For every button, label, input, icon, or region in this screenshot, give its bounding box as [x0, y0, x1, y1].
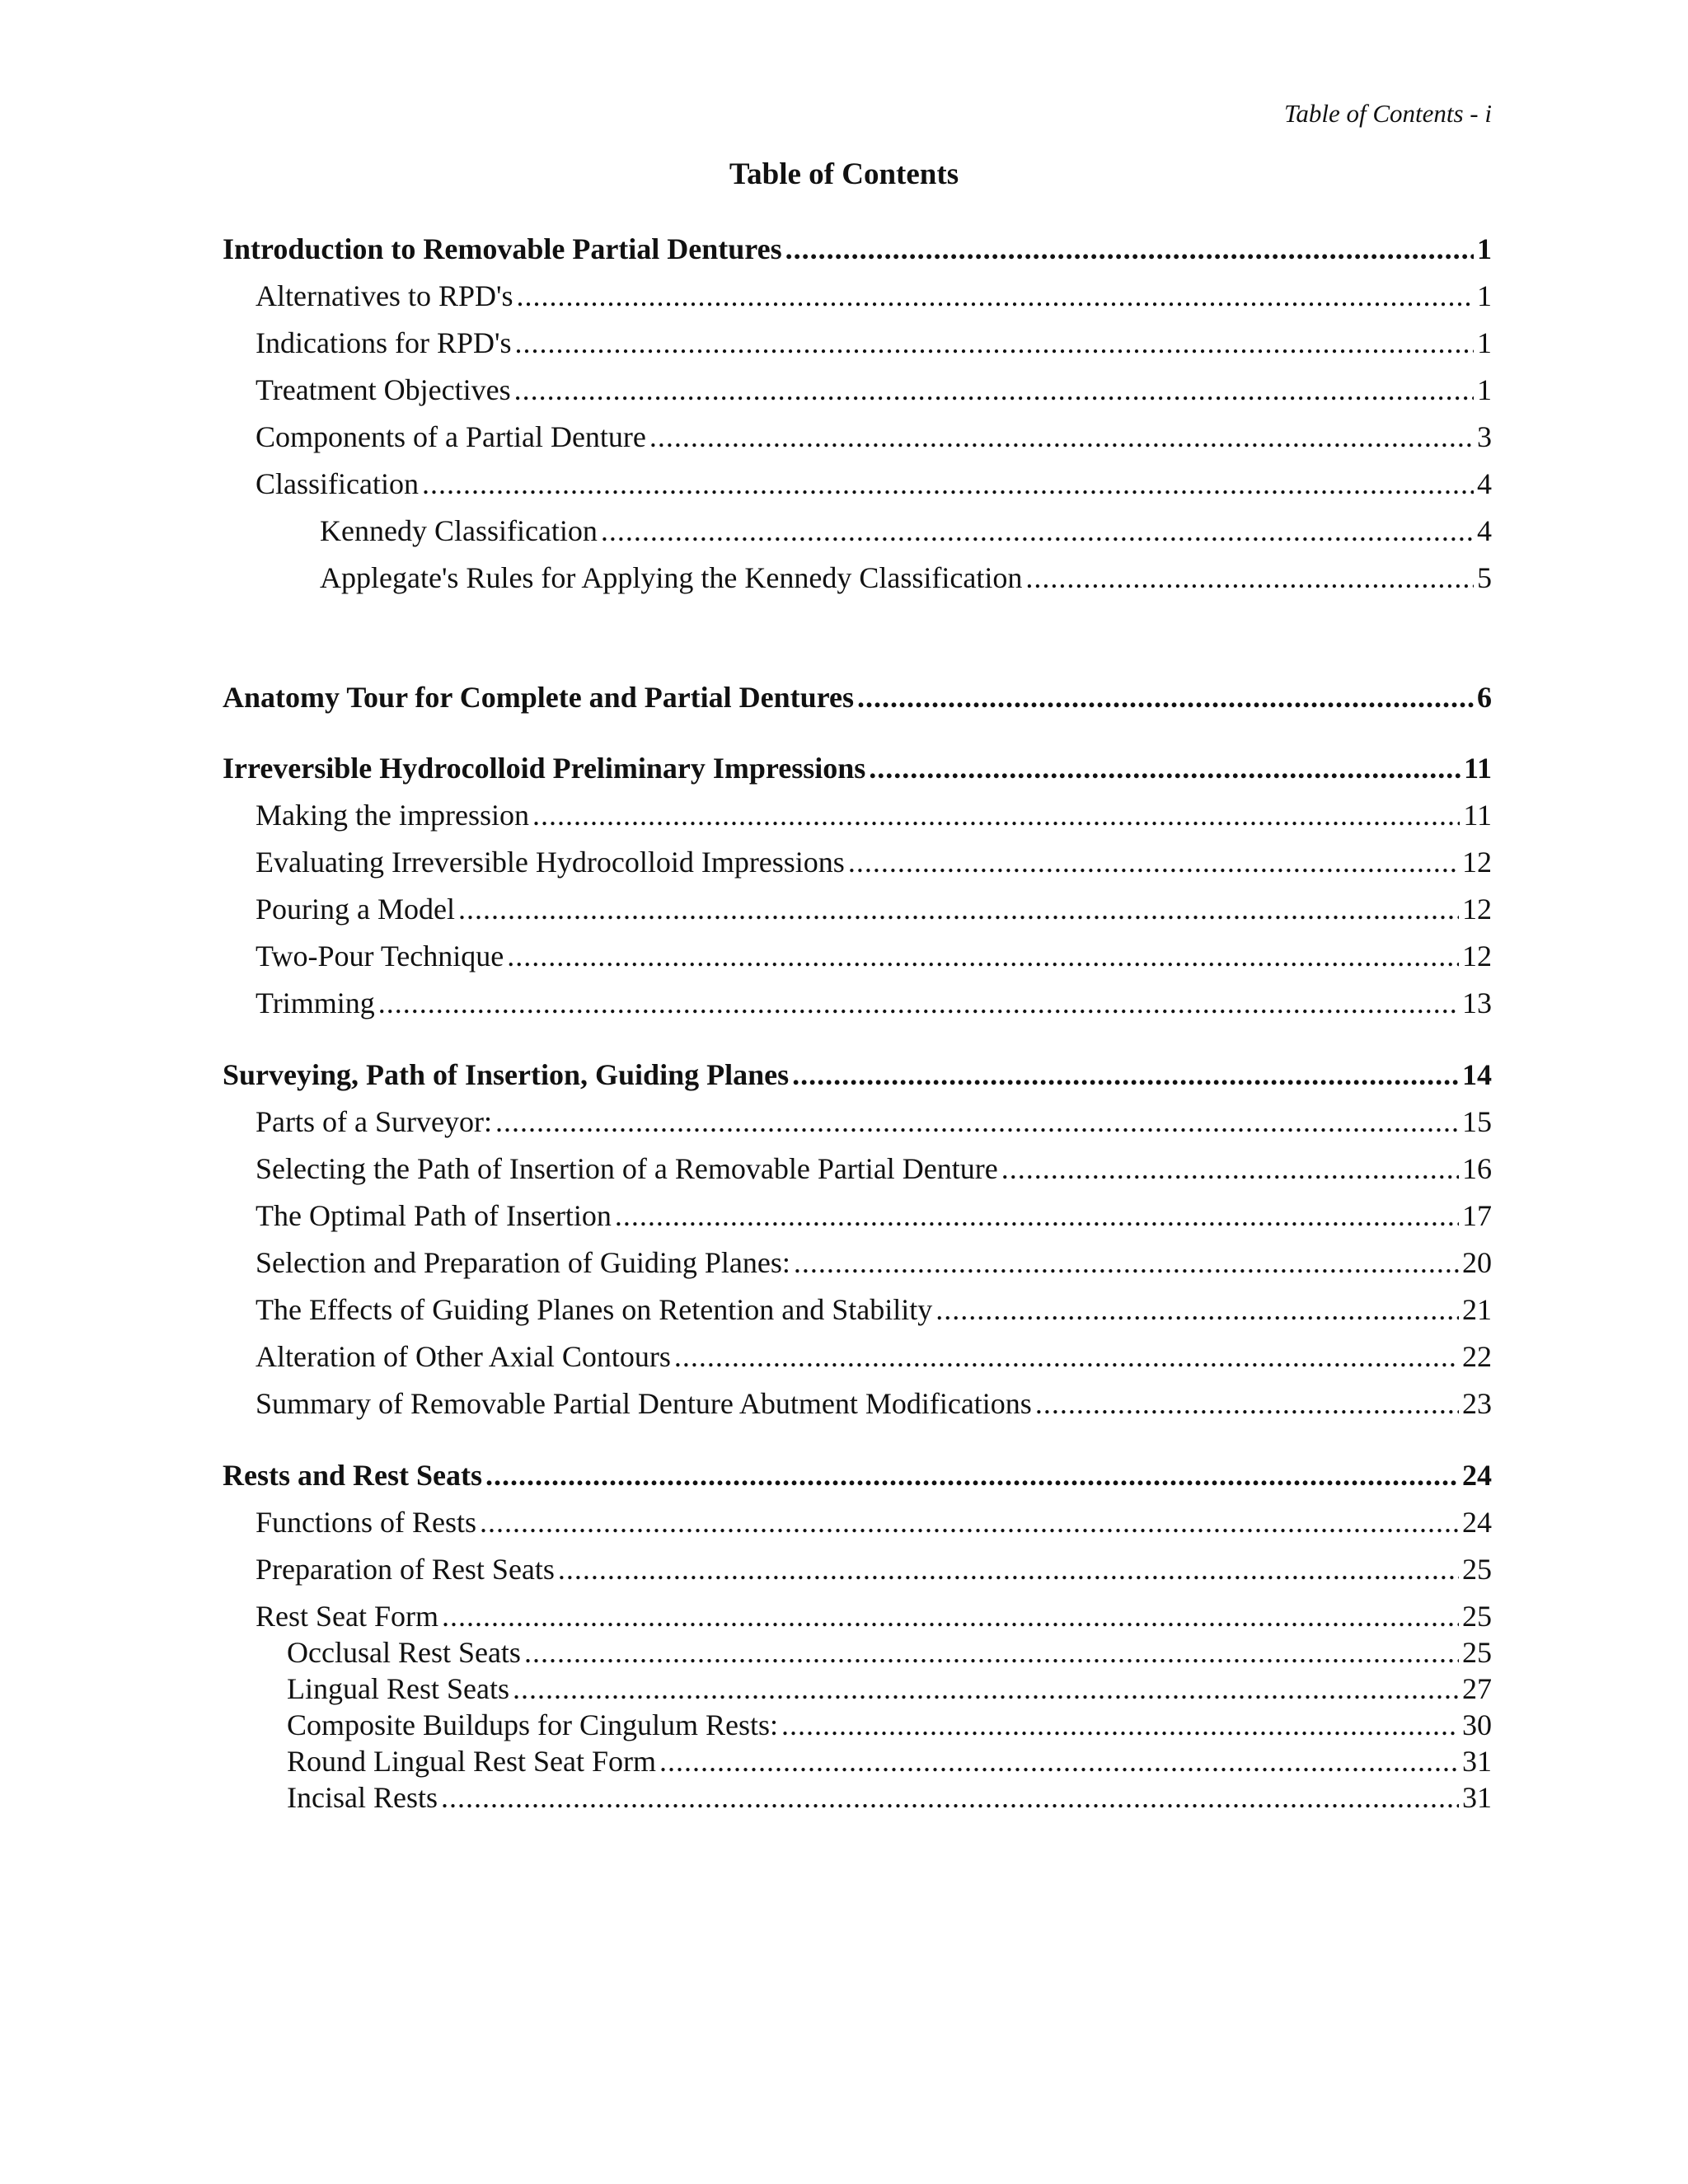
- dot-leader: [601, 514, 1474, 548]
- toc-entry-page: 31: [1462, 1781, 1492, 1814]
- toc-entry-page: 1: [1477, 373, 1492, 406]
- dot-leader: [513, 1672, 1459, 1706]
- toc-entry-classification[interactable]: [223, 467, 1492, 501]
- dot-leader: [441, 1781, 1459, 1815]
- toc-entry-page: 13: [1462, 987, 1492, 1019]
- toc-entry-label: Kennedy Classification: [320, 514, 598, 547]
- toc-entry-label: Anatomy Tour for Complete and Partial Dentures: [223, 681, 855, 714]
- dot-leader: [781, 1708, 1459, 1742]
- toc-entry-label: Classification: [256, 467, 419, 500]
- toc-entry-page: 14: [1462, 1058, 1492, 1091]
- toc-entry-trimming[interactable]: [223, 987, 1492, 1020]
- toc-entry-page: 6: [1477, 681, 1492, 714]
- toc-entry-page: 16: [1462, 1152, 1492, 1185]
- toc-entry-evaluating-impressions[interactable]: [223, 846, 1492, 879]
- dot-leader: [935, 1293, 1459, 1327]
- toc-entry-page: 12: [1462, 940, 1492, 972]
- toc-entry-label: Parts of a Surveyor:: [256, 1105, 492, 1138]
- dot-leader: [1035, 1387, 1459, 1421]
- dot-leader: [1001, 1152, 1459, 1186]
- toc-entry-page: 21: [1462, 1293, 1492, 1326]
- toc-entry-treatment-objectives[interactable]: [223, 373, 1492, 407]
- toc-entry-composite-buildups[interactable]: [223, 1708, 1492, 1742]
- page-title: Table of Contents: [729, 157, 959, 191]
- toc-entry-page: 1: [1477, 232, 1492, 265]
- toc-entry-page: 12: [1462, 893, 1492, 926]
- dot-leader: [524, 1636, 1459, 1670]
- toc-entry-label: Trimming: [256, 987, 375, 1019]
- toc-entry-label: Applegate's Rules for Applying the Kennedy Classification: [320, 561, 1023, 594]
- toc-entry-occlusal-rest-seats[interactable]: [223, 1636, 1492, 1670]
- dot-leader: [516, 279, 1474, 313]
- toc-entry-applegates-rules[interactable]: [223, 561, 1492, 595]
- toc-entry-components[interactable]: [223, 420, 1492, 454]
- dot-leader: [514, 373, 1474, 407]
- dot-leader: [857, 681, 1474, 715]
- toc-entry-indications[interactable]: [223, 326, 1492, 360]
- toc-entry-page: 12: [1462, 846, 1492, 879]
- dot-leader: [378, 987, 1459, 1020]
- toc-entry-page: 22: [1462, 1340, 1492, 1373]
- toc-entry-functions-of-rests[interactable]: [223, 1506, 1492, 1540]
- dot-leader: [792, 1058, 1459, 1092]
- toc-entry-label: Two-Pour Technique: [256, 940, 504, 972]
- toc-entry-label: Incisal Rests: [287, 1781, 438, 1814]
- toc-entry-making-impression[interactable]: [223, 799, 1492, 832]
- toc-entry-page: 11: [1463, 799, 1492, 832]
- toc-entry-page: 1: [1477, 279, 1492, 312]
- toc-entry-page: 24: [1462, 1459, 1492, 1492]
- dot-leader: [659, 1745, 1459, 1779]
- dot-leader: [458, 893, 1459, 926]
- toc-entry-alternatives[interactable]: [223, 279, 1492, 313]
- toc-entry-page: 25: [1462, 1636, 1492, 1669]
- running-header: Table of Contents - i: [1283, 99, 1492, 128]
- toc-entry-page: 1: [1477, 326, 1492, 359]
- dot-leader: [442, 1600, 1459, 1633]
- toc-entry-page: 30: [1462, 1708, 1492, 1741]
- toc-entry-two-pour-technique[interactable]: [223, 940, 1492, 973]
- toc-entry-axial-contours[interactable]: [223, 1340, 1492, 1374]
- toc-entry-rest-seat-form[interactable]: [223, 1600, 1492, 1633]
- toc-entry-irreversible-hydrocolloid[interactable]: [223, 752, 1492, 785]
- toc-entry-kennedy-classification[interactable]: [223, 514, 1492, 548]
- toc-entry-page: 11: [1463, 752, 1492, 785]
- toc-entry-label: Treatment Objectives: [256, 373, 511, 406]
- toc-entry-label: Evaluating Irreversible Hydrocolloid Impressions: [256, 846, 845, 879]
- dot-leader: [649, 420, 1474, 454]
- dot-leader: [869, 752, 1461, 785]
- toc-entry-label: Rest Seat Form: [256, 1600, 438, 1633]
- toc-entry-label: Alternatives to RPD's: [256, 279, 513, 312]
- toc-entry-label: Introduction to Removable Partial Dentures: [223, 232, 782, 265]
- toc-entry-abutment-modifications[interactable]: [223, 1387, 1492, 1421]
- toc-entry-label: Selection and Preparation of Guiding Planes:: [256, 1246, 790, 1279]
- toc-entry-page: 31: [1462, 1745, 1492, 1778]
- toc-entry-page: 23: [1462, 1387, 1492, 1420]
- toc-entry-introduction[interactable]: [223, 232, 1492, 266]
- toc-entry-page: 27: [1462, 1672, 1492, 1705]
- toc-entry-incisal-rests[interactable]: [223, 1781, 1492, 1815]
- toc-entry-surveying[interactable]: [223, 1058, 1492, 1092]
- toc-entry-lingual-rest-seats[interactable]: [223, 1672, 1492, 1706]
- dot-leader: [785, 232, 1474, 266]
- toc-entry-label: Rests and Rest Seats: [223, 1459, 482, 1492]
- toc-entry-label: Summary of Removable Partial Denture Abutment Modifications: [256, 1387, 1032, 1420]
- toc-entry-page: 4: [1477, 514, 1492, 547]
- toc-entry-label: Components of a Partial Denture: [256, 420, 646, 453]
- toc-entry-label: Selecting the Path of Insertion of a Removable Partial Denture: [256, 1152, 998, 1185]
- toc-entry-selecting-path[interactable]: [223, 1152, 1492, 1186]
- toc-entry-label: Alteration of Other Axial Contours: [256, 1340, 671, 1373]
- dot-leader: [558, 1553, 1459, 1586]
- toc-entry-round-lingual-rest-seat[interactable]: [223, 1745, 1492, 1779]
- toc-entry-page: 17: [1462, 1199, 1492, 1232]
- toc-entry-guiding-planes-preparation[interactable]: [223, 1246, 1492, 1280]
- toc-entry-pouring-model[interactable]: [223, 893, 1492, 926]
- toc-entry-label: The Optimal Path of Insertion: [256, 1199, 612, 1232]
- toc-entry-anatomy-tour[interactable]: [223, 681, 1492, 715]
- dot-leader: [532, 799, 1460, 832]
- dot-leader: [495, 1105, 1459, 1139]
- dot-leader: [615, 1199, 1459, 1233]
- dot-leader: [514, 326, 1474, 360]
- toc-entry-label: Functions of Rests: [256, 1506, 477, 1539]
- toc-entry-label: Making the impression: [256, 799, 529, 832]
- toc-entry-label: Indications for RPD's: [256, 326, 512, 359]
- dot-leader: [507, 940, 1459, 973]
- toc-entry-label: Composite Buildups for Cingulum Rests:: [287, 1708, 779, 1741]
- toc-entry-label: Occlusal Rest Seats: [287, 1636, 521, 1669]
- toc-entry-label: Irreversible Hydrocolloid Preliminary Impressions: [223, 752, 866, 785]
- dot-leader: [485, 1459, 1459, 1493]
- toc-entry-label: Surveying, Path of Insertion, Guiding Planes: [223, 1058, 790, 1091]
- toc-entry-page: 3: [1477, 420, 1492, 453]
- toc-entry-page: 15: [1462, 1105, 1492, 1138]
- dot-leader: [848, 846, 1459, 879]
- toc-entry-preparation-rest-seats[interactable]: [223, 1553, 1492, 1586]
- dot-leader: [422, 467, 1474, 501]
- dot-leader: [794, 1246, 1459, 1280]
- toc-entry-parts-of-surveyor[interactable]: [223, 1105, 1492, 1139]
- dot-leader: [1025, 561, 1474, 595]
- toc-entry-page: 5: [1477, 561, 1492, 594]
- toc-entry-page: 25: [1462, 1553, 1492, 1586]
- toc-entry-page: 20: [1462, 1246, 1492, 1279]
- toc-entry-label: Pouring a Model: [256, 893, 455, 926]
- dot-leader: [480, 1506, 1459, 1540]
- toc-entry-guiding-planes-effects[interactable]: [223, 1293, 1492, 1327]
- toc-entry-label: The Effects of Guiding Planes on Retention and Stability: [256, 1293, 933, 1326]
- toc-entry-label: Lingual Rest Seats: [287, 1672, 509, 1705]
- toc-entry-label: Preparation of Rest Seats: [256, 1553, 555, 1586]
- toc-entry-label: Round Lingual Rest Seat Form: [287, 1745, 656, 1778]
- toc-entry-rests-and-rest-seats[interactable]: [223, 1459, 1492, 1493]
- toc-entry-page: 24: [1462, 1506, 1492, 1539]
- toc-entry-optimal-path[interactable]: [223, 1199, 1492, 1233]
- toc-entry-page: 4: [1477, 467, 1492, 500]
- dot-leader: [674, 1340, 1459, 1374]
- toc-entry-page: 25: [1462, 1600, 1492, 1633]
